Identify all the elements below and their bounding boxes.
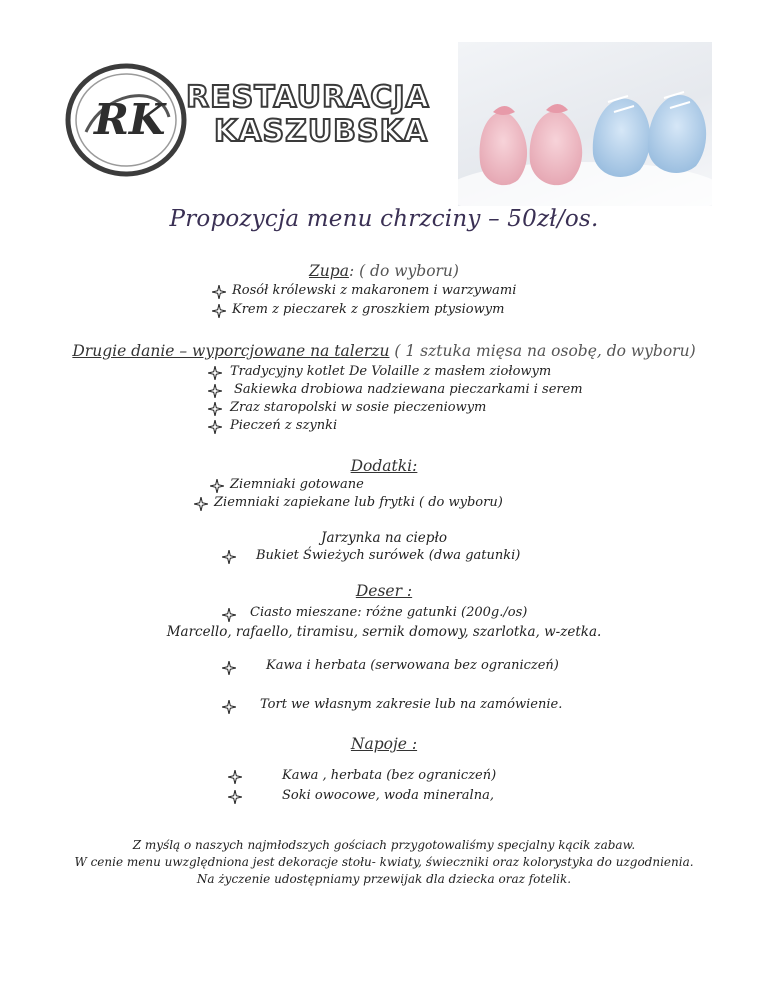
star-bullet-icon	[222, 700, 236, 714]
logo-line1: RESTAURACJA	[186, 80, 430, 115]
star-bullet-icon	[194, 497, 208, 511]
dodatki-heading: Dodatki:	[350, 457, 418, 475]
footer-line-1: Z myślą o naszych najmłodszych gościach przygotowaliśmy specjalny kącik zabaw.	[132, 838, 636, 852]
dodatki-heading-line	[0, 457, 768, 475]
napoje-heading: Napoje :	[350, 735, 418, 753]
deser-heading-line	[0, 582, 768, 600]
restaurant-logo	[64, 62, 430, 182]
page-title: Propozycja menu chrzciny – 50zł/os.	[169, 206, 599, 232]
baby-shoes-image	[458, 42, 712, 206]
star-bullet-icon	[212, 304, 226, 318]
deser-ciasto: Ciasto mieszane: różne gatunki (200g./os)	[250, 605, 528, 620]
star-bullet-icon	[208, 384, 222, 398]
zupa-item-2: Krem z pieczarek z groszkiem ptysiowym	[232, 302, 505, 317]
dodatki-item-1: Ziemniaki gotowane	[230, 477, 364, 492]
deser-ciasto-list: Marcello, rafaello, tiramisu, sernik domowy, szarlotka, w-zetka.	[166, 624, 602, 640]
star-bullet-icon	[210, 479, 224, 493]
zupa-heading: Zupa	[309, 262, 349, 280]
drugie-item-3: Zraz staropolski w sosie pieczeniowym	[230, 400, 487, 415]
star-bullet-icon	[208, 420, 222, 434]
jarzynka: Jarzynka na ciepło	[321, 530, 447, 546]
drugie-note: ( 1 sztuka mięsa na osobę, do wyboru)	[389, 342, 696, 360]
zupa-note: : ( do wyboru)	[348, 262, 459, 280]
zupa-item-1: Rosół królewski z makaronem i warzywami	[232, 283, 517, 298]
drugie-item-1: Tradycyjny kotlet De Volaille z masłem ziołowym	[230, 364, 552, 379]
star-bullet-icon	[212, 285, 226, 299]
deser-heading: Deser :	[355, 582, 413, 600]
napoje-heading-line	[0, 735, 768, 753]
footer-line-2: W cenie menu uwzględniona jest dekoracje stołu- kwiaty, świeczniki oraz kolorystyka do uzgodnienia.	[74, 855, 694, 869]
dodatki-item-2: Ziemniaki zapiekane lub frytki ( do wyboru)	[214, 495, 503, 510]
star-bullet-icon	[208, 402, 222, 416]
star-bullet-icon	[208, 366, 222, 380]
bukiet-surowek: Bukiet Świeżych surówek (dwa gatunki)	[256, 548, 521, 563]
deser-kawa: Kawa i herbata (serwowana bez ograniczeń)	[266, 658, 559, 673]
star-bullet-icon	[222, 550, 236, 564]
drugie-item-4: Pieczeń z szynki	[230, 418, 338, 433]
drugie-heading-line	[0, 342, 768, 360]
drugie-item-2: Sakiewka drobiowa nadziewana pieczarkami i serem	[234, 382, 583, 397]
star-bullet-icon	[228, 770, 242, 784]
zupa-heading-line	[0, 262, 768, 280]
star-bullet-icon	[228, 790, 242, 804]
drugie-heading: Drugie danie – wyporcjowane na talerzu	[72, 342, 390, 360]
star-bullet-icon	[222, 608, 236, 622]
footer-line-3: Na życzenie udostępniamy przewijak dla dziecka oraz fotelik.	[196, 872, 572, 886]
deser-tort: Tort we własnym zakresie lub na zamówienie.	[260, 697, 563, 712]
napoje-item-1: Kawa , herbata (bez ograniczeń)	[282, 768, 497, 783]
svg-text:RK: RK	[94, 95, 166, 144]
logo-line2: KASZUBSKA	[214, 114, 429, 149]
napoje-item-2: Soki owocowe, woda mineralna,	[282, 788, 494, 803]
star-bullet-icon	[222, 661, 236, 675]
